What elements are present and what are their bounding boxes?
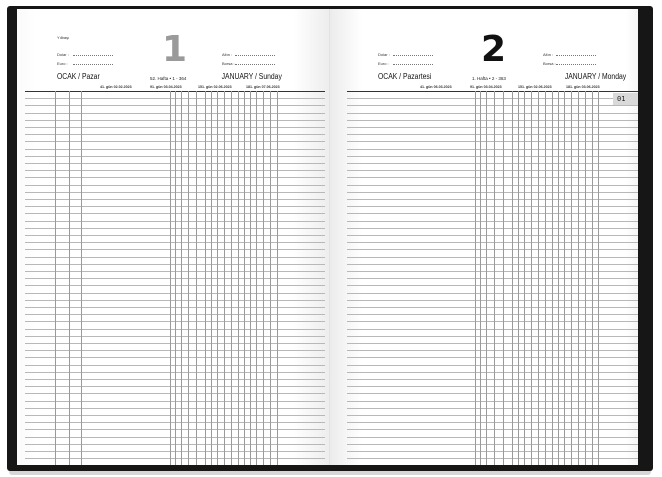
column-line — [238, 91, 239, 465]
remaining-days-2: 91. gün 03.04.2023 — [470, 85, 502, 89]
ruled-line — [347, 177, 638, 178]
column-line — [231, 91, 232, 465]
column-line — [475, 91, 476, 465]
remaining-days-4: 181. gün 03.06.2023 — [566, 85, 600, 89]
column-line — [196, 91, 197, 465]
ruled-line — [347, 458, 638, 459]
column-line — [188, 91, 189, 465]
column-line — [545, 91, 546, 465]
remaining-days-1: 41. gün 06.03.2023 — [420, 85, 452, 89]
week-info: 52. Hafta • 1 - 364 — [150, 76, 187, 81]
ruled-line — [347, 372, 638, 373]
column-line — [170, 91, 171, 465]
ruled-line — [347, 192, 638, 193]
ruled-line — [347, 415, 638, 416]
ruled-line — [347, 437, 638, 438]
ruled-line — [347, 235, 638, 236]
column-line — [512, 91, 513, 465]
column-line — [224, 91, 225, 465]
euro-label: Euro : — [57, 61, 68, 66]
month-tab[interactable]: 01 — [613, 93, 638, 105]
column-line — [263, 91, 264, 465]
altin-label: Altın : — [222, 52, 233, 57]
ruled-line — [347, 199, 638, 200]
euro-field[interactable] — [393, 64, 433, 65]
ledger-grid[interactable] — [347, 91, 638, 465]
ruled-line — [347, 293, 638, 294]
day-name-tr: OCAK / Pazar — [57, 72, 100, 81]
book-shadow — [9, 471, 651, 475]
day-name-en: JANUARY / Sunday — [221, 72, 282, 81]
column-line — [256, 91, 257, 465]
ruled-line — [347, 329, 638, 330]
ruled-line — [347, 257, 638, 258]
ruled-line — [347, 98, 638, 99]
borsa-field[interactable] — [556, 64, 596, 65]
column-line — [531, 91, 532, 465]
ruled-line — [347, 170, 638, 171]
ruled-line — [347, 149, 638, 150]
ruled-line — [347, 120, 638, 121]
column-line — [217, 91, 218, 465]
ruled-line — [347, 221, 638, 222]
column-line — [598, 91, 599, 465]
ruled-line — [347, 113, 638, 114]
ruled-line — [347, 307, 638, 308]
ruled-line — [347, 321, 638, 322]
dolar-label: Dolar : — [57, 52, 69, 57]
week-info: 1. Hafta • 2 - 363 — [472, 76, 506, 81]
ruled-line — [347, 422, 638, 423]
column-line — [244, 91, 245, 465]
left-page — [17, 9, 331, 465]
column-line — [181, 91, 182, 465]
column-line — [578, 91, 579, 465]
remaining-days-2: 91. gün 03.04.2023 — [150, 85, 182, 89]
ruled-line — [347, 336, 638, 337]
borsa-label: Borsa : — [543, 61, 556, 66]
ruled-line — [347, 213, 638, 214]
altin-field[interactable] — [556, 55, 596, 56]
ruled-line — [347, 163, 638, 164]
remaining-days-1: 41. gün 02.02.2023 — [100, 85, 132, 89]
ruled-line — [347, 285, 638, 286]
ruled-line — [347, 206, 638, 207]
ruled-line — [347, 105, 638, 106]
column-line — [480, 91, 481, 465]
column-line — [205, 91, 206, 465]
ruled-line — [347, 357, 638, 358]
column-line — [552, 91, 553, 465]
ruled-line — [347, 242, 638, 243]
column-line — [270, 91, 271, 465]
ruled-line — [347, 350, 638, 351]
ruled-line — [347, 365, 638, 366]
ruled-line — [347, 156, 638, 157]
ruled-line — [347, 314, 638, 315]
day-name-tr: OCAK / Pazartesi — [378, 72, 432, 81]
column-line — [55, 91, 56, 465]
column-line — [592, 91, 593, 465]
ruled-line — [347, 264, 638, 265]
ruled-line — [347, 271, 638, 272]
euro-field[interactable] — [73, 64, 113, 65]
euro-label: Euro : — [378, 61, 389, 66]
remaining-days-4: 181. gün 07.06.2023 — [246, 85, 280, 89]
ruled-line — [347, 393, 638, 394]
column-line — [486, 91, 487, 465]
altin-label: Altın : — [543, 52, 554, 57]
column-line — [564, 91, 565, 465]
ruled-line — [347, 278, 638, 279]
column-line — [175, 91, 176, 465]
ruled-line — [347, 127, 638, 128]
column-line — [518, 91, 519, 465]
column-line — [585, 91, 586, 465]
ruled-line — [347, 401, 638, 402]
dolar-field[interactable] — [393, 55, 433, 56]
ruled-line — [347, 228, 638, 229]
remaining-days-3: 151. gün 02.06.2023 — [198, 85, 232, 89]
ruled-line — [347, 429, 638, 430]
column-line — [250, 91, 251, 465]
column-line — [211, 91, 212, 465]
ruled-line — [347, 451, 638, 452]
ruled-line — [347, 408, 638, 409]
ledger-grid[interactable] — [25, 91, 325, 465]
remaining-days-3: 151. gün 02.06.2023 — [518, 85, 552, 89]
dolar-label: Dolar : — [378, 52, 390, 57]
borsa-field[interactable] — [235, 64, 275, 65]
column-line — [81, 91, 82, 465]
column-line — [277, 91, 278, 465]
ruled-line — [347, 300, 638, 301]
day-number: 2 — [481, 29, 507, 70]
column-line — [494, 91, 495, 465]
ruled-line — [347, 444, 638, 445]
column-line — [538, 91, 539, 465]
ruled-line — [347, 343, 638, 344]
column-line — [571, 91, 572, 465]
ruled-line — [347, 185, 638, 186]
column-line — [503, 91, 504, 465]
column-line — [524, 91, 525, 465]
column-line — [558, 91, 559, 465]
ruled-line — [347, 249, 638, 250]
column-line — [69, 91, 70, 465]
day-number: 1 — [162, 29, 188, 70]
ruled-line — [347, 379, 638, 380]
altin-field[interactable] — [235, 55, 275, 56]
day-name-en: JANUARY / Monday — [564, 72, 626, 81]
holiday-label: Yılbaşı — [57, 35, 70, 40]
ruled-line — [347, 134, 638, 135]
ruled-line — [347, 386, 638, 387]
dolar-field[interactable] — [73, 55, 113, 56]
right-page — [331, 9, 638, 465]
ruled-line — [347, 141, 638, 142]
borsa-label: Borsa : — [222, 61, 235, 66]
